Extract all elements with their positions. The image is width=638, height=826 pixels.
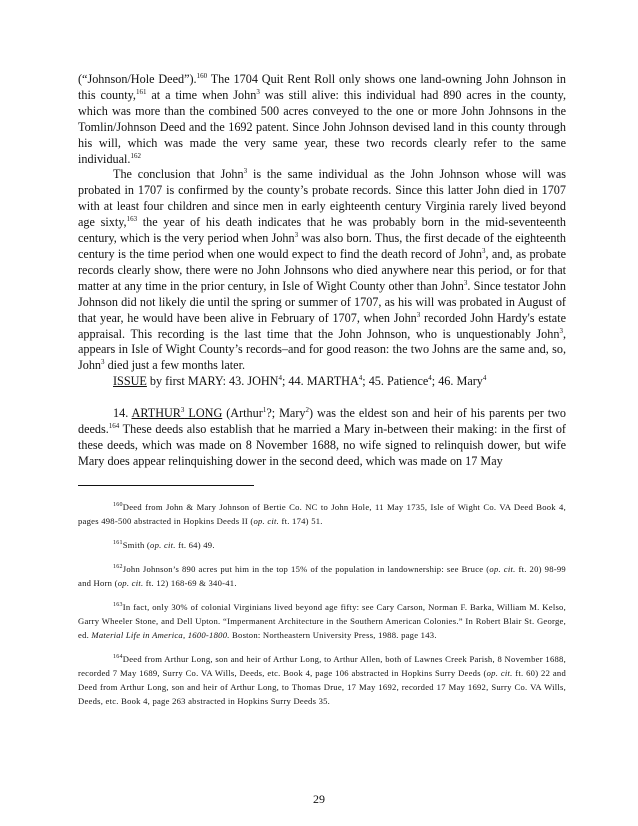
paragraph-johnson-hole-deed: (“Johnson/Hole Deed”).$^{160}$ The 1704 Quit Rent Roll only shows one land-owning John Johnson in this county,$^{161}$ at a time when John$^3$ was still alive: this individual had 890 acres in the county, which was more than the combined 500 acres conveyed to the one or more John Johnsons in the Tomlin/Johnson Deed and the 1692 patent. Since John Johnson devised land in this county through his will, which was made the very same year, these two records clearly refer to the same individual.$^{162}$ <box>78 71 566 166</box>
issue-line: ISSUE by first MARY: 43. JOHN$^4$; 44. MARTHA$^4$; 45. Patience$^4$; 46. Mary$^4$ <box>113 374 487 389</box>
main-text <box>78 72 566 470</box>
footnotes <box>78 500 566 718</box>
person-name-arthur-long: ARTHUR$^3$ LONG <box>131 406 223 421</box>
issue-label: ISSUE <box>113 374 147 389</box>
footnote-163: $^{163}$In fact, only 30% of colonial Virginians lived beyond age fifty: see Cary Carson, Norman F. Barka, William M. Kelso, Garry Wheeler Stone, and Dell Upton. “Impermanent Architecture in the Southern American Colonies.” In Robert Blair St. George, ed. Material Life in America, 1600-1800. Boston: Northeastern University Press, 1988. page 143. <box>78 602 566 640</box>
footnote-162: $^{162}$John Johnson’s 890 acres put him in the top 15% of the population in landownership: see Bruce (op. cit. ft. 20) 98-99 and Horn (op. cit. ft. 12) 168-69 & 340-41. <box>78 564 566 588</box>
footnote-164: $^{164}$Deed from Arthur Long, son and heir of Arthur Long, to Arthur Allen, both of Lawnes Creek Parish, 8 November 1688, recorded 7 May 1689, Surry Co. VA Wills, Deeds, etc. Book 4, page 106 abstracted in Hopkins Surry Deeds (op. cit. ft. 60) 22 and Deed from Arthur Long, son and heir of Arthur Long, to Thomas Drue, 17 May 1692, recorded 17 May 1692, Surry Co. VA Wills, Deeds, etc. Book 4, page 263 abstracted in Hopkins Surry Deeds 35. <box>78 654 566 706</box>
footnote-divider <box>78 485 254 486</box>
page-number: 29 <box>313 792 325 806</box>
paragraph-conclusion: The conclusion that John$^3$ is the same individual as the John Johnson whose will was probated in 1707 is confirmed by the county’s probate records. Since this latter John died in 1707 with at least four children and since men in early eighteenth century Virginia rarely lived beyond age sixty,$^{163}$ the year of his death indicates that he was probably born in the mid-seventeenth century, which is the very period when John$^3$ was also born. Thus, the first decade of the eighteenth century is the time period when one would expect to find the death record of John$^3$, and, as probate records clearly show, there were no John Johnsons who died anywhere near this period, or for that matter at any time in the prior century, in Isle of Wight County other than John$^3$. Since testator John Johnson did not likely die until the spring or summer of 1707, as his will was probated in August of that year, he would have been alive in February of 1707, when John$^3$ recorded John Hardy's estate appraisal. This recording is the last time that the John Johnson, who is unquestionably John$^3$, appears in Isle of Wight County’s records–and for good reason: the two Johns are the same and, so, John$^3$ died just a few months later. <box>78 167 567 373</box>
paragraph-gap <box>78 390 566 406</box>
paragraph-arthur-long: 14. ARTHUR$^3$ LONG (Arthur$^1$?; Mary$^2$) was the eldest son and heir of his parents per two deeds.$^{164}$ These deeds also establish that he married a Mary in-between their making: in the first of these deeds, which was made on 8 November 1688, no wife signed to relinquish dower, but wife Mary does appear relinquishing dower in the second deed, which was made on 17 May <box>78 406 567 468</box>
footnote-161: $^{161}$Smith (op. cit. ft. 64) 49. <box>113 540 215 550</box>
footnote-160: $^{160}$Deed from John & Mary Johnson of Bertie Co. NC to John Hole, 11 May 1735, Isle of Wight Co. VA Deed Book 4, pages 498-500 abstracted in Hopkins Deeds II (op. cit. ft. 174) 51. <box>78 502 566 526</box>
